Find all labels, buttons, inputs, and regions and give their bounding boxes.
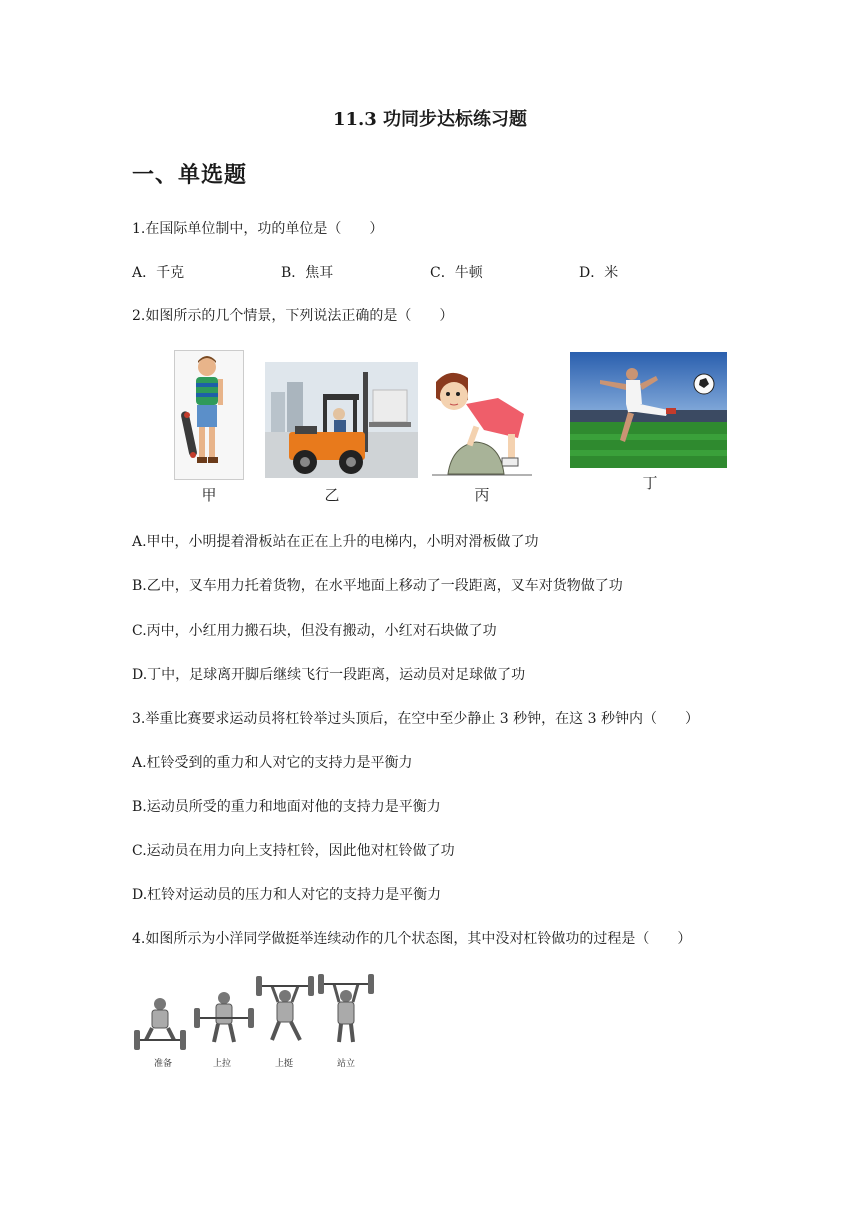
q3-option-d: D.杠铃对运动员的压力和人对它的支持力是平衡力 [132,887,442,903]
q1-option-a: A．千克 [132,265,185,281]
q1-option-b: B．焦耳 [281,265,334,281]
q2-option-a: A.甲中，小明提着滑板站在正在上升的电梯内，小明对滑板做了功 [132,534,539,550]
q1-option-d: D．米 [579,265,619,281]
q2-figure-jia [174,350,244,480]
q1-stem: 1.在国际单位制中，功的单位是（ ） [132,221,384,237]
section-heading: 一、单选题 [132,162,248,188]
q4-caption-jerk: 上挺 [274,1059,293,1069]
q3-option-a: A.杠铃受到的重力和人对它的支持力是平衡力 [132,755,413,771]
document-title: 11.3 功同步达标练习题 [332,109,528,130]
q2-stem: 2.如图所示的几个情景，下列说法正确的是（ ） [132,308,454,324]
q2-option-d: D.丁中，足球离开脚后继续飞行一段距离，运动员对足球做了功 [132,667,526,683]
q3-option-c: C.运动员在用力向上支持杠铃，因此他对杠铃做了功 [132,843,455,859]
soccer-player-photo [570,352,727,468]
q4-caption-stand: 站立 [336,1059,355,1069]
q4-stem: 4.如图所示为小洋同学做挺举连续动作的几个状态图，其中没对杠铃做功的过程是（ ） [132,931,692,947]
q2-caption-jia: 甲 [201,486,217,504]
q4-caption-prepare: 准备 [153,1059,172,1069]
q2-figure-ding [570,352,727,468]
q4-caption-pull: 上拉 [212,1059,231,1069]
q2-figure-yi [265,362,418,478]
q2-caption-bing: 丙 [474,486,490,504]
q4-figure-weightlifting [132,974,377,1054]
q2-figure-bing [428,368,536,478]
q1-option-c: C．牛顿 [430,265,483,281]
q2-caption-yi: 乙 [324,486,340,504]
q3-stem: 3.举重比赛要求运动员将杠铃举过头顶后，在空中至少静止 3 秒钟，在这 3 秒钟内（ ） [132,711,699,727]
q2-option-b: B.乙中，叉车用力托着货物，在水平地面上移动了一段距离，叉车对货物做了功 [132,578,623,594]
q3-option-b: B.运动员所受的重力和地面对他的支持力是平衡力 [132,799,441,815]
girl-lifting-stone-illustration [428,368,536,478]
forklift-illustration [265,362,418,478]
weightlifting-sequence-illustration [132,974,377,1054]
boy-skateboard-illustration [175,351,243,479]
q2-caption-ding: 丁 [642,474,658,492]
q2-option-c: C.丙中，小红用力搬石块，但没有搬动，小红对石块做了功 [132,623,497,639]
